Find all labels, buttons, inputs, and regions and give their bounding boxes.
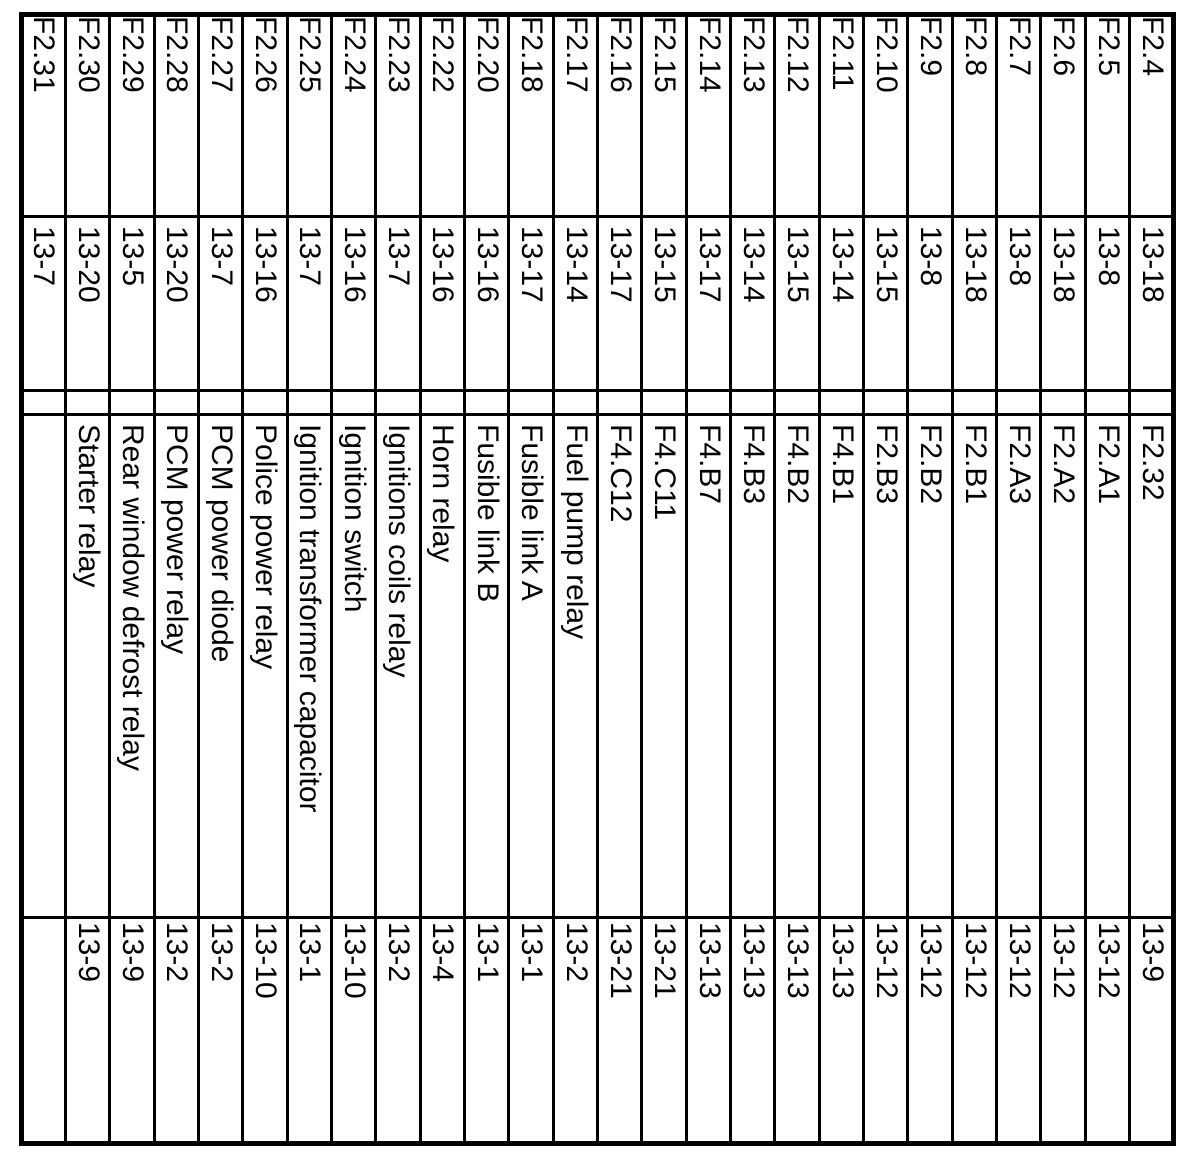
table-cell-comp-ref: 13-1 [515,922,549,983]
row-divider [330,14,333,1144]
table-cell-fuse-ref: 13-15 [781,226,815,303]
table-cell-fuse: F2.25 [293,16,327,93]
table-cell-comp-ref: 13-9 [71,922,105,983]
table-cell-component: F4.B3 [736,424,770,505]
table-cell-fuse-ref: 13-5 [116,226,150,287]
row-divider [507,14,510,1144]
table-cell-comp-ref: 13-1 [470,922,504,983]
table-cell-fuse: F2.5 [1091,16,1125,77]
table-cell-fuse-ref: 13-20 [71,226,105,303]
table-cell-component: F4.B7 [692,424,726,505]
table-cell-fuse-ref: 13-16 [470,226,504,303]
table-cell-comp-ref: 13-10 [337,922,371,999]
table-cell-fuse: F2.15 [648,16,682,93]
table-cell-comp-ref: 13-2 [559,922,593,983]
table-cell-fuse-ref: 13-18 [1047,226,1081,303]
table-cell-fuse: F2.27 [204,16,238,93]
row-divider [153,14,156,1144]
table-cell-fuse-ref: 13-7 [27,226,61,287]
table-cell-fuse-ref: 13-14 [559,226,593,303]
table-cell-fuse: F2.16 [603,16,637,93]
table-cell-fuse-ref: 13-16 [337,226,371,303]
row-divider [1128,14,1131,1144]
row-divider [729,14,732,1144]
table-cell-comp-ref: 13-21 [603,922,637,999]
row-divider [995,14,998,1144]
table-cell-fuse: F2.4 [1136,16,1169,77]
row-divider [419,14,422,1144]
table-cell-component: Fuel pump relay [559,424,593,640]
table-cell-component: F2.A3 [1002,424,1036,505]
table-cell-comp-ref: 13-10 [249,922,283,999]
table-cell-fuse: F2.30 [71,16,105,93]
table-cell-fuse-ref: 13-17 [515,226,549,303]
table-cell-fuse: F2.22 [426,16,460,93]
table-cell-fuse: F2.29 [116,16,150,93]
table-cell-fuse: F2.13 [736,16,770,93]
row-divider [108,14,111,1144]
table-cell-comp-ref: 13-12 [958,922,992,999]
row-divider [241,14,244,1144]
table-cell-comp-ref: 13-13 [736,922,770,999]
table-cell-fuse-ref: 13-17 [603,226,637,303]
table-cell-fuse-ref: 13-16 [426,226,460,303]
table-cell-fuse: F2.17 [559,16,593,93]
table-cell-comp-ref: 13-9 [116,922,150,983]
row-divider [197,14,200,1144]
table-cell-component: F2.B2 [914,424,948,505]
table-cell-comp-ref: 13-12 [1047,922,1081,999]
table-cell-fuse-ref: 13-7 [293,226,327,287]
table-cell-fuse-ref: 13-17 [692,226,726,303]
table-cell-comp-ref: 13-2 [204,922,238,983]
table-cell-fuse: F2.12 [781,16,815,93]
table-cell-fuse: F2.11 [825,16,859,91]
table-cell-fuse: F2.18 [515,16,549,93]
row-divider [773,14,776,1144]
row-divider [286,14,289,1144]
table-cell-component: Fusible link B [470,424,504,603]
table-cell-component: Horn relay [426,424,460,563]
table-cell-fuse-ref: 13-16 [249,226,283,303]
table-cell-component: PCM power relay [160,424,194,655]
table-cell-component: F2.B1 [958,424,992,505]
table-cell-component: Fusible link A [515,424,549,601]
table-cell-component: Ignition switch [337,424,371,613]
row-divider [906,14,909,1144]
table-cell-fuse: F2.7 [1002,16,1036,77]
row-divider [552,14,555,1144]
table-cell-comp-ref: 13-4 [426,922,460,983]
table-cell-fuse: F2.24 [337,16,371,93]
table-cell-component: F2.B3 [869,424,903,505]
row-divider [596,14,599,1144]
table-cell-comp-ref: 13-13 [692,922,726,999]
column-divider [21,916,1174,919]
row-divider [1039,14,1042,1144]
table-cell-component: F4.C12 [603,424,637,523]
table-cell-comp-ref: 13-9 [1136,922,1169,983]
table-cell-fuse: F2.23 [382,16,416,93]
table-cell-comp-ref: 13-12 [914,922,948,999]
row-divider [862,14,865,1144]
row-divider [951,14,954,1144]
row-divider [640,14,643,1144]
table-cell-comp-ref: 13-12 [1091,922,1125,999]
table-cell-component: Police power relay [249,424,283,670]
table-cell-fuse-ref: 13-18 [958,226,992,303]
table-cell-fuse-ref: 13-20 [160,226,194,303]
row-divider [818,14,821,1144]
table-cell-fuse: F2.26 [249,16,283,93]
table-cell-fuse-ref: 13-15 [869,226,903,303]
table-cell-fuse-ref: 13-8 [1091,226,1125,287]
table-cell-comp-ref: 13-2 [382,922,416,983]
table-cell-fuse-ref: 13-15 [648,226,682,303]
table-cell-fuse: F2.10 [869,16,903,93]
table-cell-comp-ref: 13-2 [160,922,194,983]
row-divider [685,14,688,1144]
column-divider [21,413,1174,416]
table-cell-component: F4.C11 [648,424,682,521]
table-cell-component: F4.B2 [781,424,815,505]
table-cell-fuse-ref: 13-8 [1002,226,1036,287]
table-cell-fuse-ref: 13-14 [825,226,859,303]
table-cell-fuse: F2.20 [470,16,504,93]
table-cell-fuse: F2.28 [160,16,194,93]
table-cell-comp-ref: 13-21 [648,922,682,999]
table-cell-fuse-ref: 13-8 [914,226,948,287]
column-divider [21,215,1174,218]
table-cell-fuse: F2.14 [692,16,726,93]
table-cell-comp-ref: 13-13 [825,922,859,999]
table-cell-comp-ref: 13-1 [293,922,327,983]
table-cell-component: Starter relay [71,424,105,588]
table-cell-component: F4.B1 [825,424,859,505]
table-cell-fuse: F2.9 [914,16,948,77]
table-cell-component: Ignitions coils relay [382,424,416,678]
table-cell-fuse: F2.8 [958,16,992,77]
table-cell-fuse: F2.6 [1047,16,1081,77]
table-cell-component: Rear window defrost relay [116,424,150,771]
table-cell-fuse-ref: 13-18 [1136,226,1169,303]
table-cell-fuse-ref: 13-7 [382,226,416,287]
table-cell-fuse-ref: 13-7 [204,226,238,287]
table-cell-fuse-ref: 13-14 [736,226,770,303]
table-cell-component: F2.A1 [1091,424,1125,505]
table-cell-comp-ref: 13-13 [781,922,815,999]
table-cell-comp-ref: 13-12 [1002,922,1036,999]
row-divider [463,14,466,1144]
table-cell-comp-ref: 13-12 [869,922,903,999]
table-cell-component: F2.A2 [1047,424,1081,505]
table-cell-fuse: F2.31 [27,16,61,93]
table-cell-component: F2.32 [1136,424,1169,501]
column-divider [21,389,1174,392]
row-divider [374,14,377,1144]
row-divider [1084,14,1087,1144]
row-divider [64,14,67,1144]
table-cell-component: Ignition transformer capacitor [293,424,327,813]
table-cell-component: PCM power diode [204,424,238,663]
